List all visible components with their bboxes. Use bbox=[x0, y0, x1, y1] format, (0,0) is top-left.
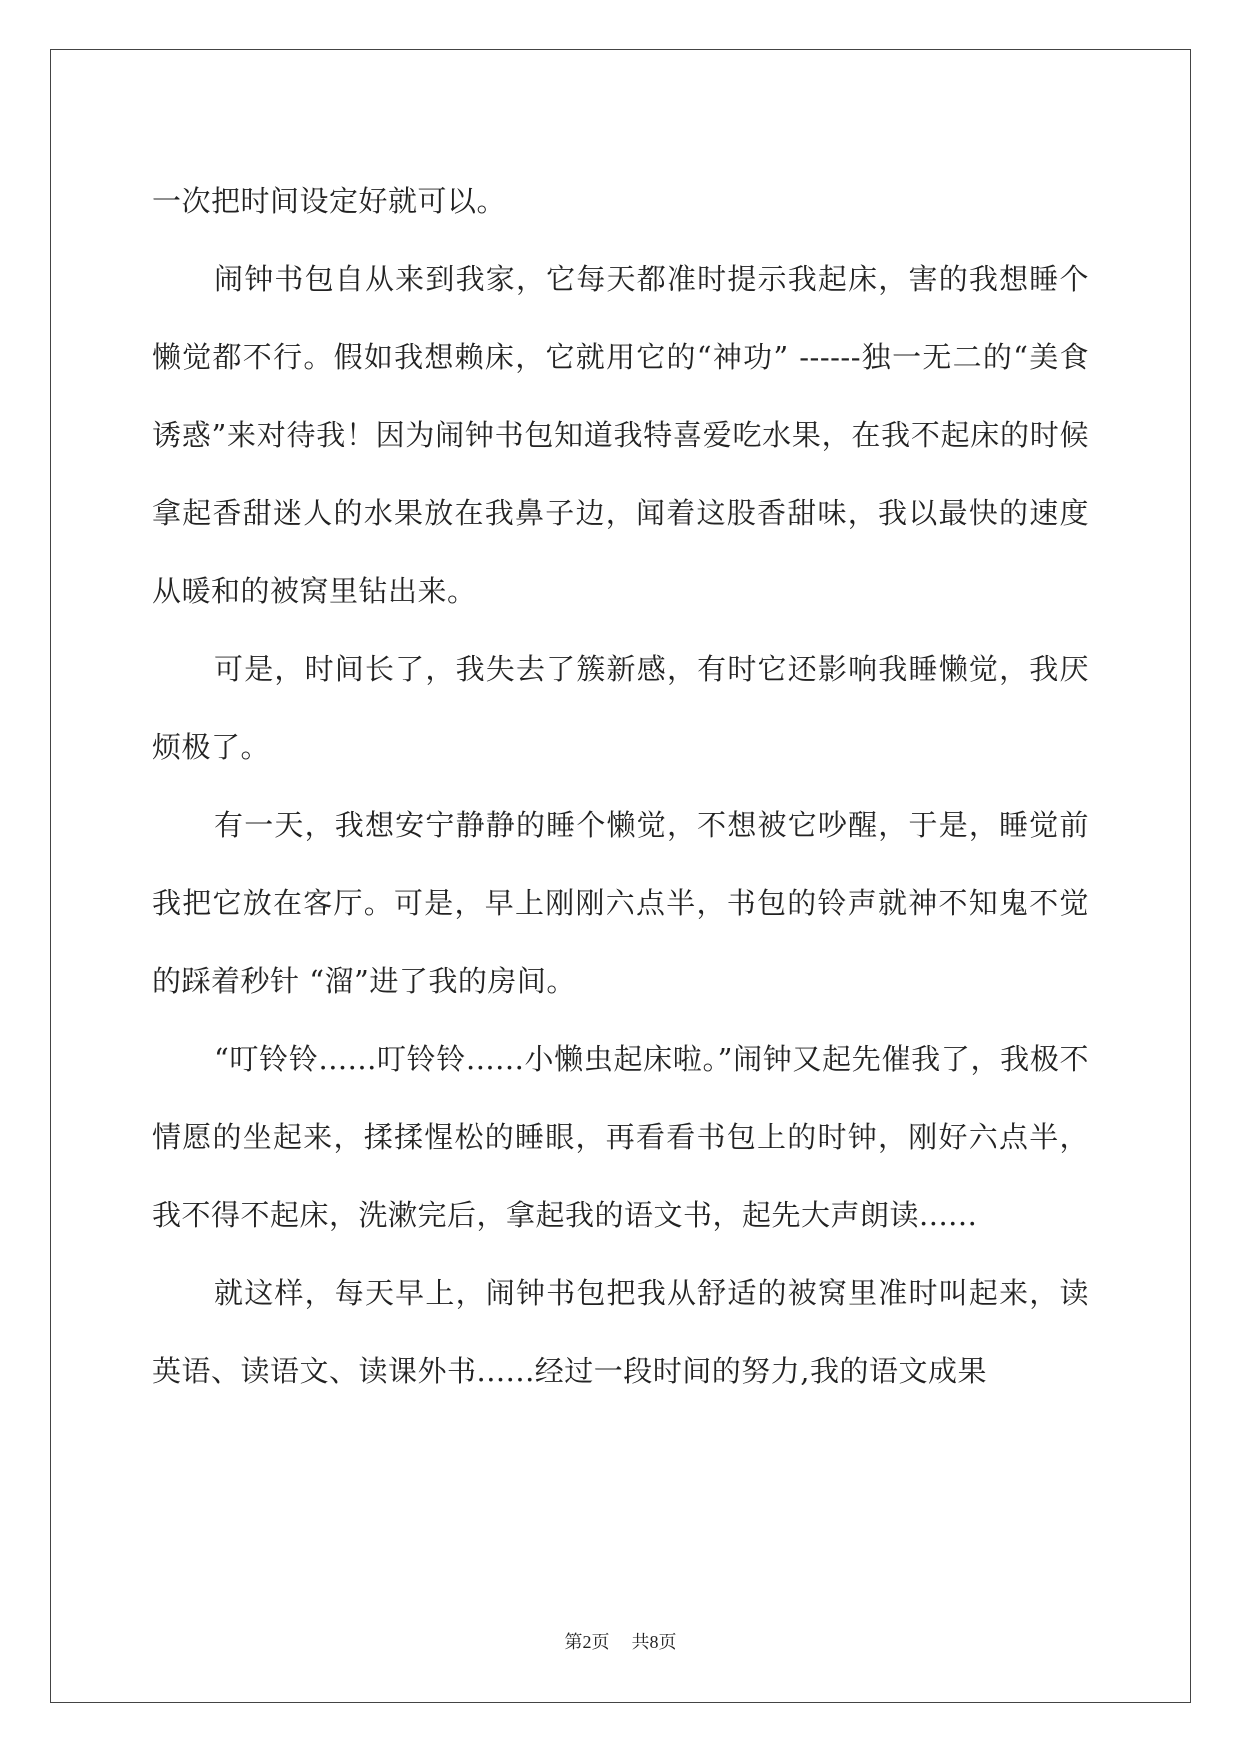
paragraph-6: 就这样，每天早上，闹钟书包把我从舒适的被窝里准时叫起来，读英语、读语文、读课外书......经过一段时间的努力,我的语文成果 bbox=[152, 1276, 1089, 1388]
paragraph-4: 有一天，我想安宁静静的睡个懒觉，不想被它吵醒，于是，睡觉前我把它放在客厅。可是，早上刚刚六点半，书包的铃声就神不知鬼不觉的踩着秒针 “溜”进了我的房间。 bbox=[152, 808, 1089, 998]
total-pages: 共8页 bbox=[631, 1632, 677, 1652]
page-footer bbox=[0, 1628, 1241, 1654]
page-number: 第2页 bbox=[564, 1632, 610, 1652]
paragraph-5: “叮铃铃......叮铃铃......小懒虫起床啦。”闹钟又起先催我了，我极不情愿的坐起来，揉揉惺松的睡眼，再看看书包上的时钟，刚好六点半，我不得不起床，洗漱完后，拿起我的语文书，起先大声朗读...... bbox=[152, 1042, 1089, 1232]
paragraph-3: 可是，时间长了，我失去了簇新感，有时它还影响我睡懒觉，我厌烦极了。 bbox=[152, 652, 1089, 764]
paragraph-1: 一次把时间设定好就可以。 bbox=[152, 184, 507, 218]
document-body bbox=[152, 162, 1089, 1410]
paragraph-2: 闹钟书包自从来到我家，它每天都准时提示我起床，害的我想睡个懒觉都不行。假如我想赖床，它就用它的“神功” ------独一无二的“美食诱惑”来对待我！因为闹钟书包知道我特喜爱吃水果，在我不起床的时候拿起香甜迷人的水果放在我鼻子边，闻着这股香甜味，我以最快的速度从暖和的被窝里钻出来。 bbox=[152, 262, 1089, 608]
